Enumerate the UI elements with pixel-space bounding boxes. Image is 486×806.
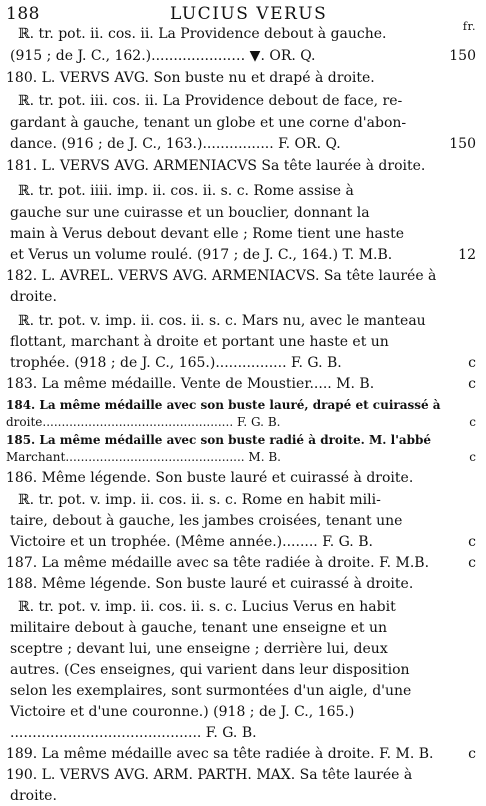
price-value: 150: [449, 136, 476, 152]
line-text: droite.: [10, 289, 57, 305]
text-line: [0, 156, 486, 176]
line-text: ℝ. tr. pot. ii. cos. ii. La Providence debout à gauche.: [18, 26, 387, 42]
line-text: ........................................... F. G. B.: [10, 725, 257, 741]
line-text: militaire debout à gauche, tenant une enseigne et un: [10, 620, 387, 636]
line-text: et Verus un volume roulé. (917 ; de J. C., 164.) T. M.B.: [10, 247, 393, 263]
text-line: [0, 490, 486, 510]
line-text: 180. L. VERVS AVG. Son buste nu et drapé à droite.: [6, 70, 375, 86]
line-text: ℝ. tr. pot. v. imp. ii. cos. ii. s. c. Rome en habit mili-: [18, 492, 381, 508]
line-text: selon les exemplaires, sont surmontées d'un aigle, d'une: [10, 683, 412, 699]
line-text: 182. L. AVREL. VERVS AVG. ARMENIACVS. Sa tête laurée à: [6, 268, 437, 284]
page-title: LUCIUS VERUS: [170, 4, 328, 24]
text-line: [0, 618, 486, 638]
line-text: 186. Même légende. Son buste lauré et cuirassé à droite.: [6, 470, 414, 486]
text-line: [0, 511, 486, 531]
text-line: [0, 744, 486, 764]
text-line: [0, 181, 486, 201]
text-line: [0, 681, 486, 701]
text-line: [0, 532, 486, 552]
text-line: [0, 660, 486, 680]
text-line: [0, 46, 486, 66]
text-line: [0, 412, 486, 432]
price-value: c: [468, 376, 476, 392]
text-line: [0, 702, 486, 722]
line-text: taire, debout à gauche, les jambes croisées, tenant une: [10, 513, 403, 529]
text-line: [0, 639, 486, 659]
line-text: gauche sur une cuirasse et un bouclier, donnant la: [10, 205, 370, 221]
price-value: c: [468, 534, 476, 550]
text-line: [0, 786, 486, 806]
line-text: 188. Même légende. Son buste lauré et cuirassé à droite.: [6, 576, 414, 592]
line-text: flottant, marchant à droite et portant une haste et un: [10, 334, 389, 350]
line-text: 181. L. VERVS AVG. ARMENIACVS Sa tête laurée à droite.: [6, 158, 426, 174]
text-line: [0, 224, 486, 244]
line-text: ℝ. tr. pot. v. imp. ii. cos. ii. s. c. Lucius Verus en habit: [18, 599, 396, 615]
line-text: Victoire et d'une couronne.) (918 ; de J. C., 165.): [10, 704, 355, 720]
line-text: droite.................................................. F. G. B.: [6, 415, 281, 429]
line-text: (915 ; de J. C., 162.)..................… ▼. OR. Q.: [10, 48, 316, 64]
line-text: trophée. (918 ; de J. C., 165.)................ F. G. B.: [10, 355, 342, 371]
price-value: c: [468, 555, 476, 571]
text-line: [0, 574, 486, 594]
price-value: 12: [458, 247, 476, 263]
text-line: [0, 597, 486, 617]
price-value: c: [468, 746, 476, 762]
text-line: [0, 24, 486, 44]
price-value: c: [468, 355, 476, 371]
page-number: 188: [6, 4, 40, 24]
text-line: [0, 374, 486, 394]
price-value: 150: [449, 48, 476, 64]
text-line: [0, 447, 486, 467]
line-text: Marchant............................................... M. B.: [6, 450, 281, 464]
text-line: [0, 134, 486, 154]
line-text: autres. (Ces enseignes, qui varient dans leur disposition: [10, 662, 410, 678]
price-value: c: [469, 450, 476, 464]
price-value: c: [469, 415, 476, 429]
line-text: ℝ. tr. pot. iii. cos. ii. La Providence debout de face, re-: [18, 93, 403, 109]
text-line: [0, 203, 486, 223]
line-text: droite.: [10, 788, 57, 804]
line-text: dance. (916 ; de J. C., 163.)................ F. OR. Q.: [10, 136, 341, 152]
column-label: fr.: [462, 20, 476, 33]
line-text: sceptre ; devant lui, une enseigne ; derrière lui, deux: [10, 641, 388, 657]
text-line: [0, 332, 486, 352]
line-text: 185. La même médaille avec son buste radié à droite. M. l'abbé: [6, 433, 432, 447]
line-text: Victoire et un trophée. (Même année.)........ F. G. B.: [10, 534, 373, 550]
line-text: gardant à gauche, tenant un globe et une corne d'abon-: [10, 115, 407, 131]
text-line: [0, 468, 486, 488]
text-line: [0, 245, 486, 265]
text-line: [0, 287, 486, 307]
text-line: [0, 553, 486, 573]
text-line: [0, 311, 486, 331]
text-line: [0, 723, 486, 743]
text-line: [0, 68, 486, 88]
line-text: main à Verus debout devant elle ; Rome tient une haste: [10, 226, 404, 242]
text-line: [0, 765, 486, 785]
line-text: 189. La même médaille avec sa tête radiée à droite. F. M. B.: [6, 746, 434, 762]
line-text: 187. La même médaille avec sa tête radiée à droite. F. M.B.: [6, 555, 430, 571]
text-line: [0, 266, 486, 286]
line-text: 184. La même médaille avec son buste lauré, drapé et cuirassé à: [6, 398, 441, 412]
line-text: ℝ. tr. pot. v. imp. ii. cos. ii. s. c. Mars nu, avec le manteau: [18, 313, 426, 329]
line-text: ℝ. tr. pot. iiii. imp. ii. cos. ii. s. c. Rome assise à: [18, 183, 354, 199]
text-line: [0, 91, 486, 111]
text-line: [0, 113, 486, 133]
line-text: 190. L. VERVS AVG. ARM. PARTH. MAX. Sa tête laurée à: [6, 767, 413, 783]
text-line: [0, 353, 486, 373]
line-text: 183. La même médaille. Vente de Moustier..... M. B.: [6, 376, 375, 392]
